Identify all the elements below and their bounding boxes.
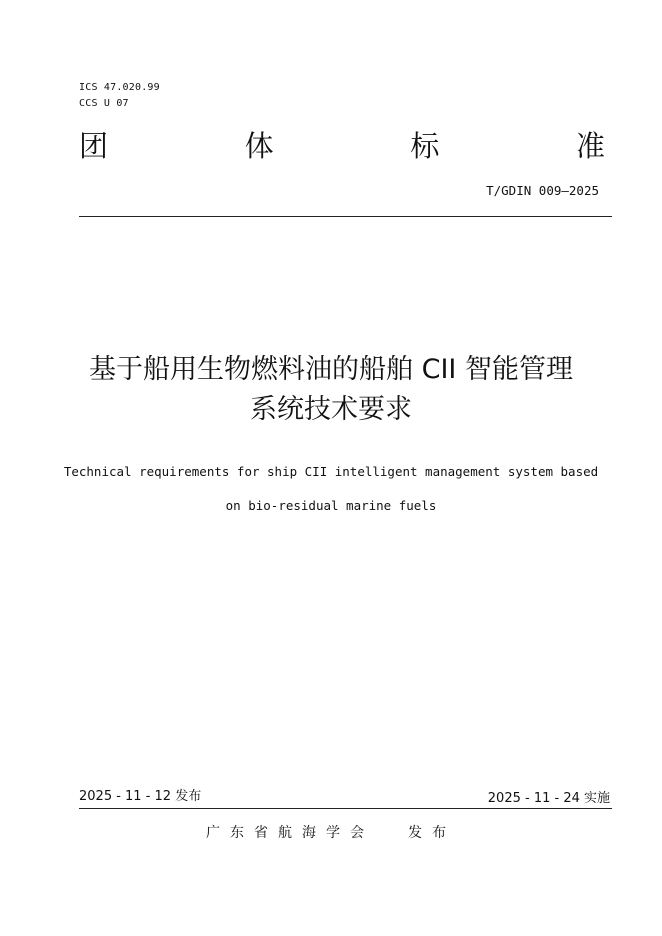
english-title bbox=[20, 455, 642, 523]
publisher-organization: 广东省航海学会 bbox=[206, 825, 374, 841]
chinese-title-line-2: 系统技术要求 bbox=[250, 394, 412, 425]
footer-divider bbox=[79, 808, 612, 809]
effective-date: 2025 - 11 - 24 实施 bbox=[487, 791, 610, 806]
publisher-line bbox=[0, 824, 662, 842]
ccs-code: CCS U 07 bbox=[79, 98, 129, 109]
english-title-line-2: on bio-residual marine fuels bbox=[225, 498, 437, 513]
ics-code: ICS 47.020.99 bbox=[79, 82, 160, 93]
standard-type-char: 团 bbox=[79, 129, 109, 163]
chinese-title-line-1: 基于船用生物燃料油的船舶 CII 智能管理 bbox=[89, 354, 573, 385]
header-divider bbox=[79, 216, 612, 217]
publish-label: 发布 bbox=[408, 825, 456, 841]
standard-type-heading bbox=[79, 128, 605, 164]
release-date: 2025 - 11 - 12 发布 bbox=[79, 789, 202, 804]
standard-type-char: 准 bbox=[575, 129, 605, 163]
standard-number: T/GDIN 009—2025 bbox=[486, 183, 599, 198]
standard-type-char: 标 bbox=[410, 129, 440, 163]
classification-codes bbox=[79, 80, 160, 112]
standard-type-char: 体 bbox=[244, 129, 274, 163]
english-title-line-1: Technical requirements for ship CII intelligent management system based bbox=[63, 464, 599, 479]
chinese-title bbox=[40, 350, 622, 430]
